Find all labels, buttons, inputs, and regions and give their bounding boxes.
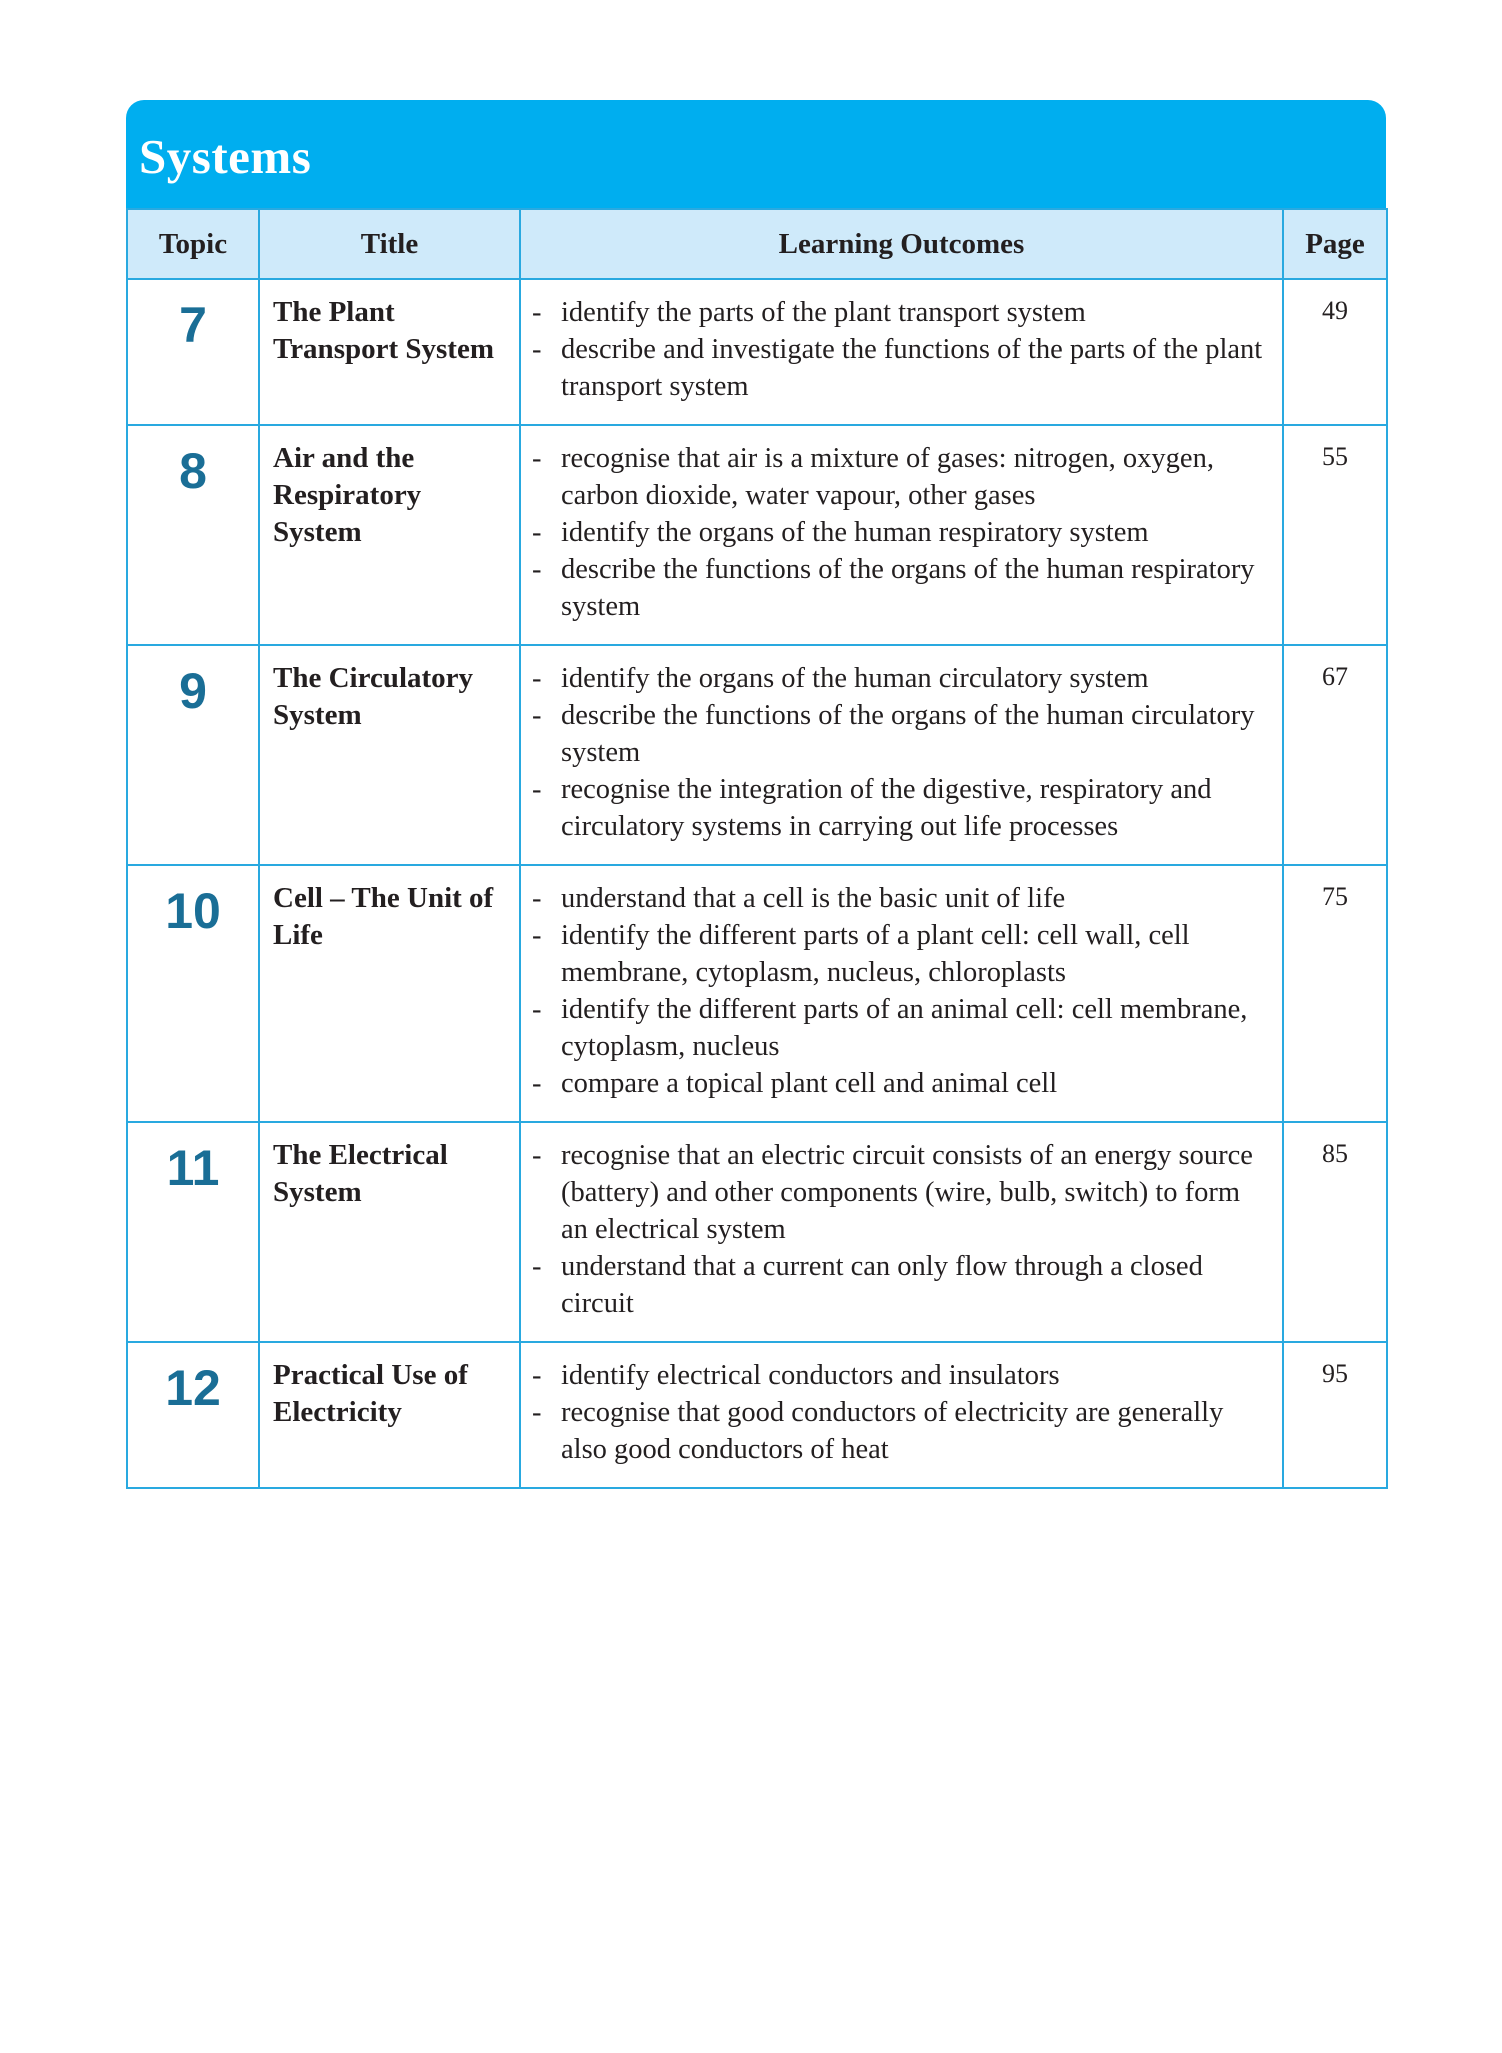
- outcome-item: - identify the organs of the human respiratory system: [521, 514, 1274, 551]
- outcome-item: - identify the different parts of an animal cell: cell membrane, cytoplasm, nucleus: [521, 991, 1274, 1065]
- outcomes-list: [521, 1123, 1282, 1340]
- topic-title: The Circulatory System: [259, 645, 520, 865]
- section-banner: [126, 100, 1386, 208]
- outcomes-list: [521, 280, 1282, 423]
- table-row: [127, 279, 1387, 425]
- outcome-item: - understand that a current can only flow through a closed circuit: [521, 1248, 1274, 1322]
- page-number: 67: [1283, 645, 1387, 865]
- outcome-item: - describe the functions of the organs of the human circulatory system: [521, 697, 1274, 771]
- outcomes-list: [521, 646, 1282, 863]
- outcome-item: - compare a topical plant cell and animal cell: [521, 1065, 1274, 1102]
- header-page: Page: [1283, 209, 1387, 279]
- header-topic: Topic: [127, 209, 259, 279]
- outcomes-cell: [520, 1122, 1283, 1342]
- topic-number: 7: [127, 279, 259, 425]
- outcomes-cell: [520, 1342, 1283, 1488]
- outcomes-cell: [520, 865, 1283, 1122]
- outcome-item: - describe the functions of the organs of the human respiratory system: [521, 551, 1274, 625]
- table-row: [127, 1342, 1387, 1488]
- page-number: 75: [1283, 865, 1387, 1122]
- table-row: [127, 865, 1387, 1122]
- table-row: [127, 425, 1387, 645]
- topic-number: 8: [127, 425, 259, 645]
- outcome-item: - understand that a cell is the basic unit of life: [521, 880, 1274, 917]
- outcome-item: - recognise that air is a mixture of gases: nitrogen, oxygen, carbon dioxide, water vapour, other gases: [521, 440, 1274, 514]
- outcome-item: - identify electrical conductors and insulators: [521, 1357, 1274, 1394]
- topic-title: Practical Use of Electricity: [259, 1342, 520, 1488]
- topic-title: The Plant Transport System: [259, 279, 520, 425]
- topics-table: [126, 208, 1388, 1489]
- outcomes-list: [521, 426, 1282, 643]
- table-row: [127, 1122, 1387, 1342]
- outcome-item: - recognise that an electric circuit consists of an energy source (battery) and other components (wire, bulb, switch) to form an electrical system: [521, 1137, 1274, 1248]
- page-number: 49: [1283, 279, 1387, 425]
- outcome-item: - recognise that good conductors of electricity are generally also good conductors of heat: [521, 1394, 1274, 1468]
- outcomes-cell: [520, 645, 1283, 865]
- page-number: 85: [1283, 1122, 1387, 1342]
- outcomes-cell: [520, 425, 1283, 645]
- page-number: 55: [1283, 425, 1387, 645]
- outcome-item: - identify the organs of the human circulatory system: [521, 660, 1274, 697]
- section-title: Systems: [139, 129, 312, 184]
- outcome-item: - identify the parts of the plant transport system: [521, 294, 1274, 331]
- systems-panel: [126, 100, 1386, 1489]
- header-outcomes: Learning Outcomes: [520, 209, 1283, 279]
- table-header: [127, 209, 1387, 279]
- header-row: [127, 209, 1387, 279]
- topic-number: 9: [127, 645, 259, 865]
- outcome-item: - describe and investigate the functions of the parts of the plant transport system: [521, 331, 1274, 405]
- outcomes-list: [521, 866, 1282, 1120]
- topic-number: 10: [127, 865, 259, 1122]
- outcome-item: - identify the different parts of a plant cell: cell wall, cell membrane, cytoplasm, nucleus, chloroplasts: [521, 917, 1274, 991]
- topic-title: The Electrical System: [259, 1122, 520, 1342]
- topic-number: 11: [127, 1122, 259, 1342]
- header-title: Title: [259, 209, 520, 279]
- topic-number: 12: [127, 1342, 259, 1488]
- topic-title: Cell – The Unit of Life: [259, 865, 520, 1122]
- table-row: [127, 645, 1387, 865]
- table-body: [127, 279, 1387, 1488]
- page-number: 95: [1283, 1342, 1387, 1488]
- outcomes-list: [521, 1343, 1282, 1486]
- outcomes-cell: [520, 279, 1283, 425]
- topic-title: Air and the Respiratory System: [259, 425, 520, 645]
- outcome-item: - recognise the integration of the digestive, respiratory and circulatory systems in carrying out life processes: [521, 771, 1274, 845]
